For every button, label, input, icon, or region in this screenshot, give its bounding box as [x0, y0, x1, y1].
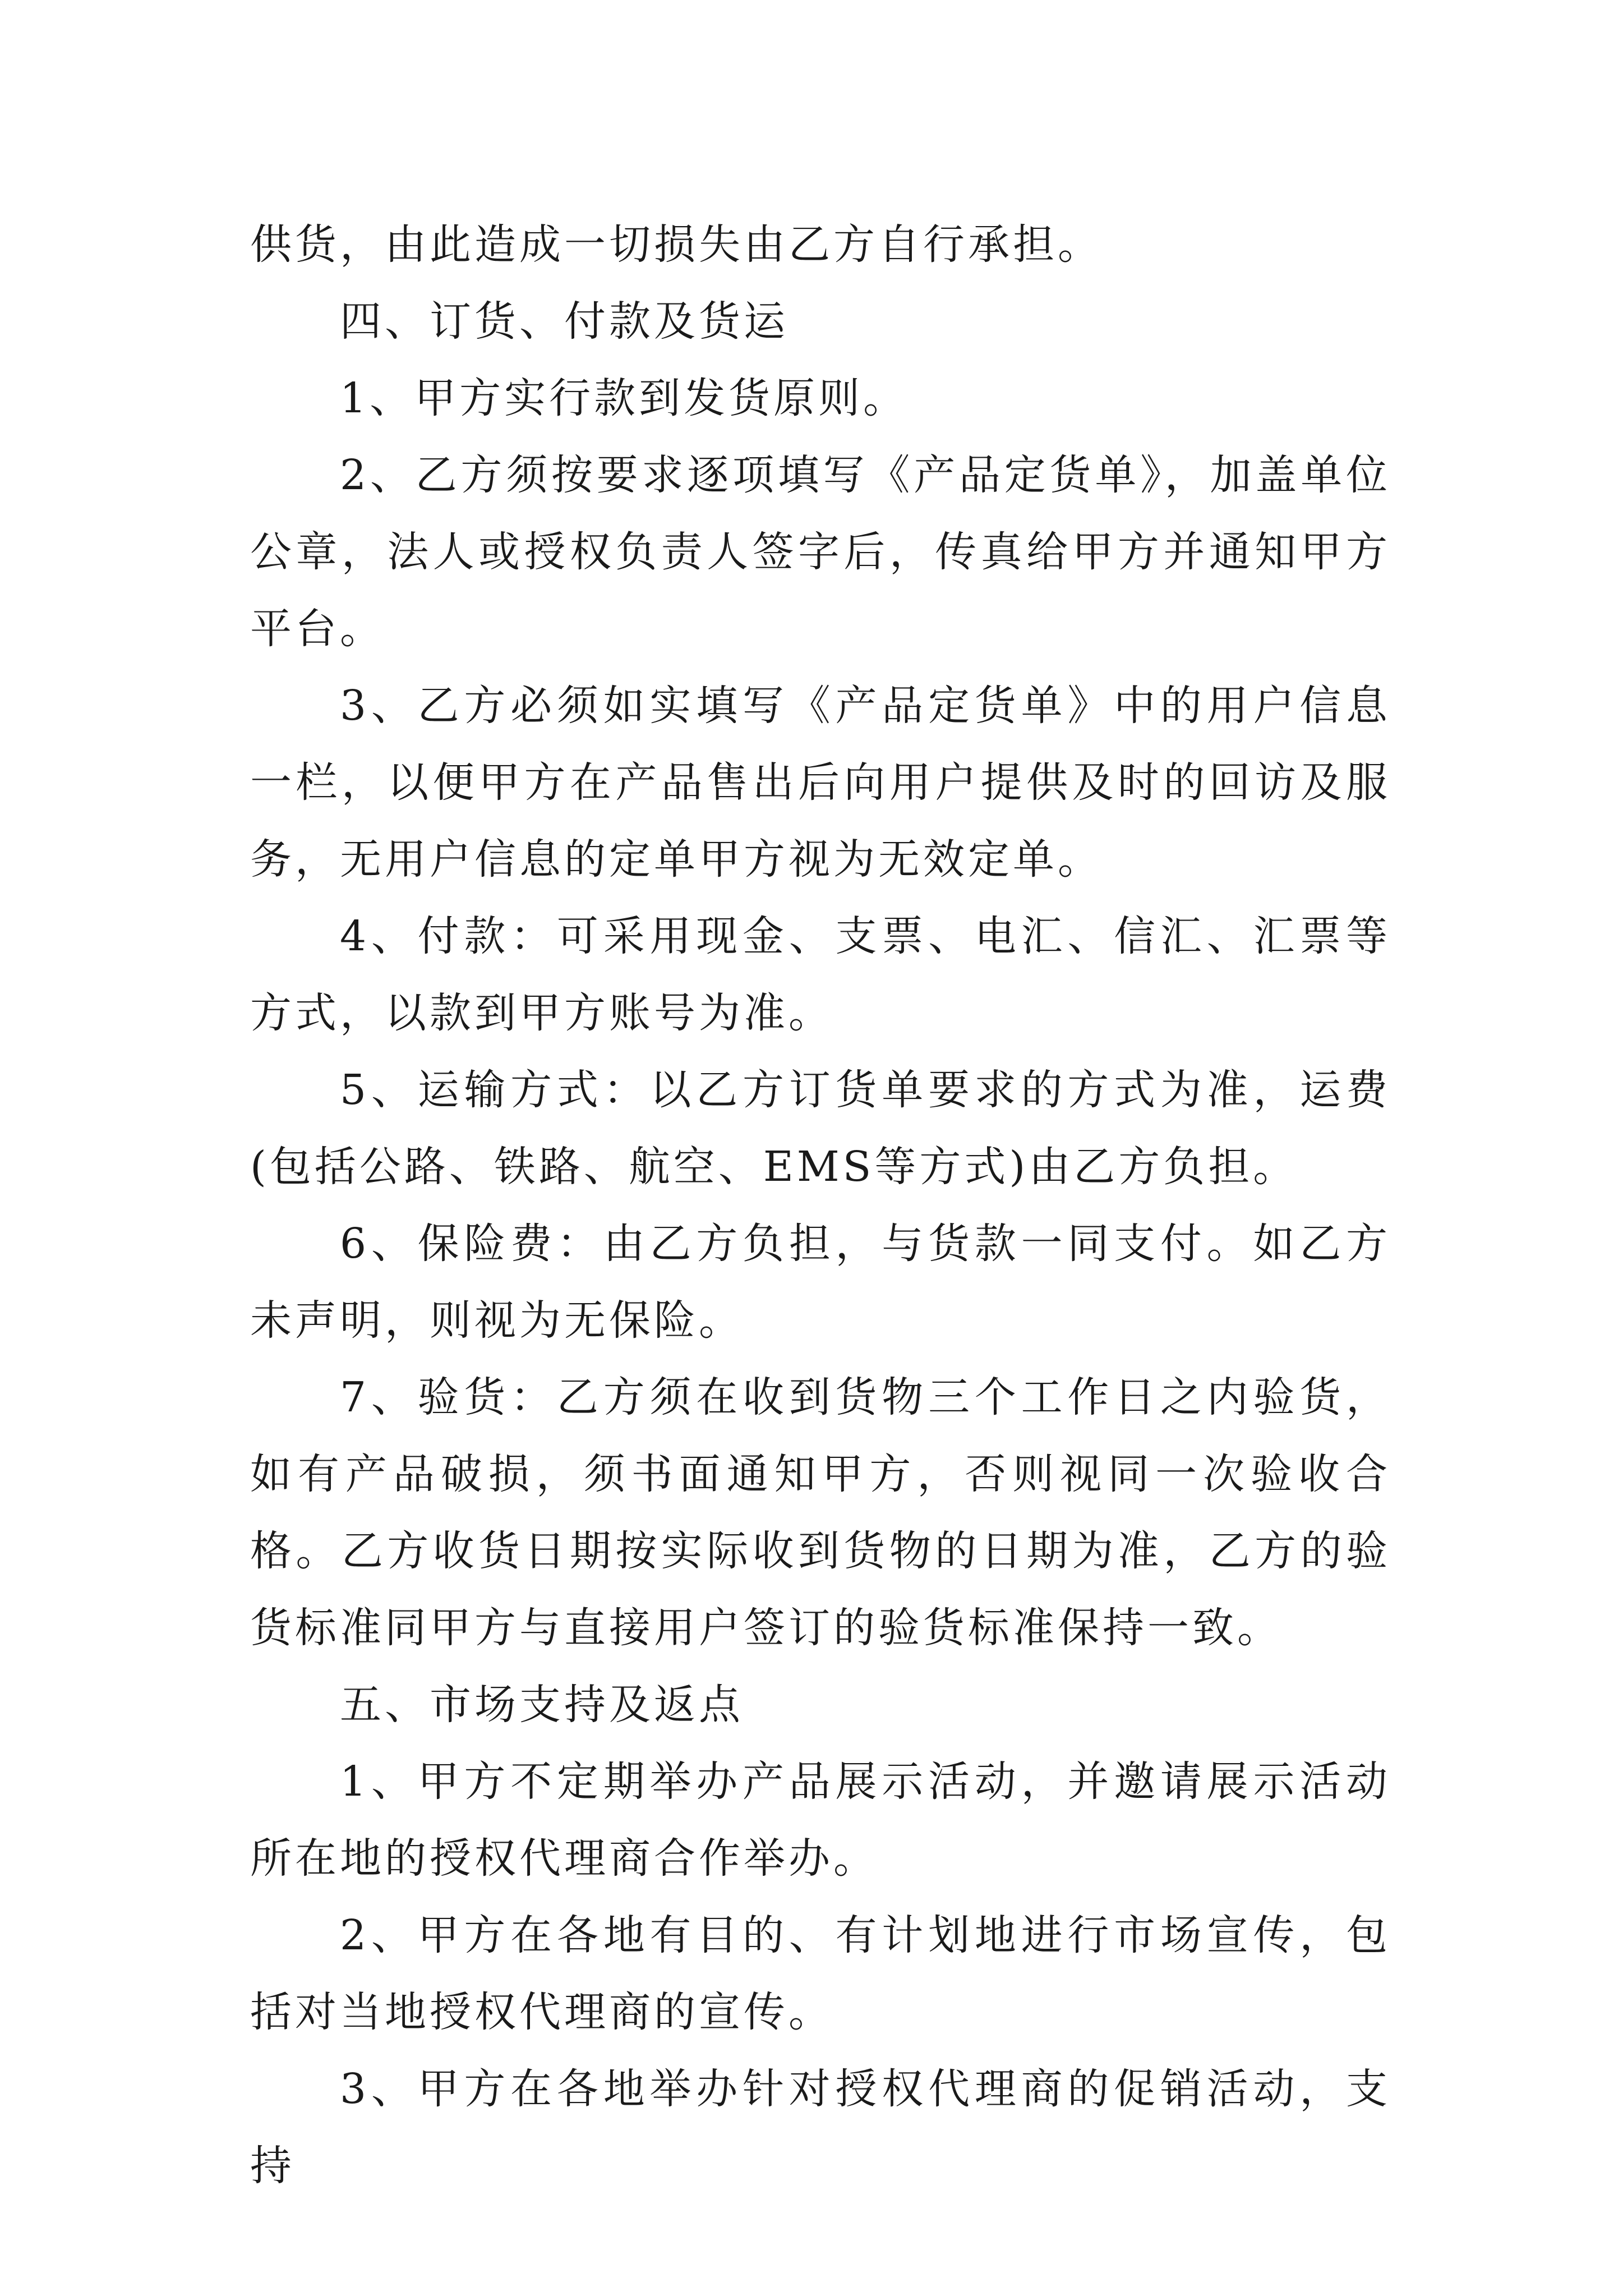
section-heading-ordering-payment-shipping: 四、订货、付款及货运	[340, 297, 789, 346]
clause-4-3: 3、乙方必须如实填写《产品定货单》中的用户信息一栏，以便甲方在产品售出后向用户提供及时的回访及服务，无用户信息的定单甲方视为无效定单。	[250, 682, 1391, 884]
clause-4-4: 4、付款：可采用现金、支票、电汇、信汇、汇票等方式，以款到甲方账号为准。	[250, 912, 1391, 1037]
clause-5-1: 1、甲方不定期举办产品展示活动，并邀请展示活动所在地的授权代理商合作举办。	[250, 1757, 1391, 1883]
paragraph-continuation: 供货，由此造成一切损失由乙方自行承担。	[250, 220, 1103, 269]
section-heading-market-support-rebates: 五、市场支持及返点	[340, 1681, 744, 1729]
document-body	[250, 206, 1391, 2205]
clause-4-6: 6、保险费：由乙方负担，与货款一同支付。如乙方未声明，则视为无保险。	[250, 1220, 1391, 1345]
clause-4-7: 7、验货：乙方须在收到货物三个工作日之内验货，如有产品破损，须书面通知甲方，否则视同一次验收合格。乙方收货日期按实际收到货物的日期为准，乙方的验货标准同甲方与直接用户签订的验货标准保持一致。	[250, 1373, 1391, 1652]
clause-4-1: 1、甲方实行款到发货原则。	[340, 374, 909, 422]
clause-4-5: 5、运输方式：以乙方订货单要求的方式为准，运费(包括公路、铁路、航空、EMS等方式)由乙方负担。	[250, 1066, 1391, 1191]
clause-5-3: 3、甲方在各地举办针对授权代理商的促销活动，支持	[250, 2065, 1391, 2190]
clause-5-2: 2、甲方在各地有目的、有计划地进行市场宣传，包括对当地授权代理商的宣传。	[250, 1911, 1391, 2036]
clause-4-2: 2、乙方须按要求逐项填写《产品定货单》，加盖单位公章，法人或授权负责人签字后，传真给甲方并通知甲方平台。	[250, 451, 1391, 653]
